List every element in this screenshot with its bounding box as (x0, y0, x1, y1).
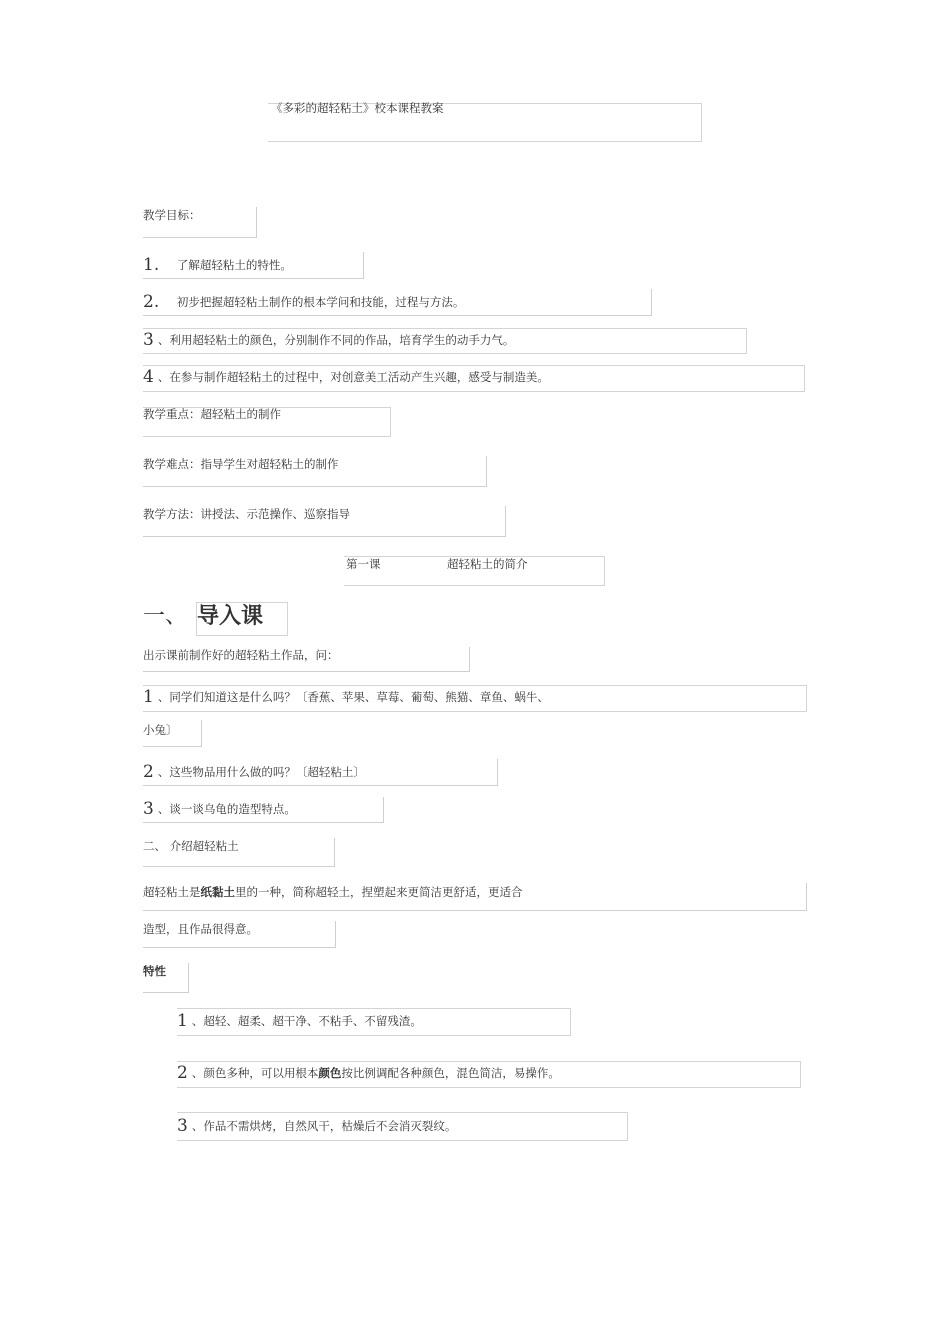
feature-1-text: 、超轻、超柔、超干净、不粘手、不留残渣。 (191, 1014, 422, 1028)
objective-3-text: 、利用超轻粘土的颜色，分别制作不同的作品，培育学生的动手力气。 (157, 333, 515, 347)
feature-1-num: 1 (177, 1011, 188, 1031)
question-2 (143, 762, 365, 782)
question-3 (143, 799, 296, 819)
objective-3-num: 3 (143, 330, 154, 350)
feature-3-num: 3 (177, 1116, 188, 1136)
objective-4-num: 4 (143, 367, 154, 387)
objective-1 (143, 255, 292, 275)
feature-2-bold: 颜色 (318, 1066, 342, 1080)
objective-2-text: 初步把握超轻粘土制作的根本学问和技能，过程与方法。 (176, 295, 465, 309)
feature-2 (177, 1063, 560, 1083)
objective-1-text: 了解超轻粘土的特性。 (176, 258, 292, 272)
objective-4 (143, 367, 549, 387)
question-1-text: 、同学们知道这是什么吗？〔香蕉、苹果、草莓、葡萄、熊猫、章鱼、蜗牛、 (157, 690, 549, 704)
section1-heading-box (196, 602, 288, 636)
features-heading: 特性 (143, 964, 166, 978)
section1-dash: 一、 (143, 604, 188, 629)
description-bold: 纸黏土 (200, 885, 235, 899)
question-2-text: 、这些物品用什么做的吗？〔超轻粘土〕 (157, 765, 365, 779)
feature-1 (177, 1011, 422, 1031)
feature-2-pre: 、颜色多种，可以用根本 (191, 1066, 319, 1080)
question-3-num: 3 (143, 799, 154, 819)
objective-1-num: 1. (143, 255, 160, 275)
objective-3 (143, 330, 515, 350)
objective-2 (143, 292, 465, 312)
feature-3 (177, 1116, 457, 1136)
question-1-num: 1 (143, 687, 154, 707)
description-line2: 造型，且作品很得意。 (143, 922, 258, 936)
lesson-name: 超轻粘土的简介 (447, 557, 528, 571)
question-3-text: 、谈一谈乌龟的造型特点。 (157, 802, 296, 816)
lesson-label: 第一课 (346, 557, 381, 571)
feature-3-text: 、作品不需烘烤，自然风干，枯燥后不会消灭裂纹。 (191, 1119, 457, 1133)
objectives-heading: 教学目标： (143, 208, 201, 222)
description-pre: 超轻粘土是 (143, 885, 201, 899)
section1-title: 导入课 (197, 604, 264, 629)
section2-heading: 二、 介绍超轻粘土 (143, 839, 239, 853)
description (143, 885, 523, 899)
feature-2-post: 按比例调配各种颜色，混色简洁，易操作。 (341, 1066, 560, 1080)
key-point: 教学重点：超轻粘土的制作 (143, 407, 281, 421)
intro: 出示课前制作好的超轻粘土作品，问： (143, 648, 339, 662)
feature-2-num: 2 (177, 1063, 188, 1083)
question-1-cont: 小兔〕 (143, 723, 178, 737)
question-2-num: 2 (143, 762, 154, 782)
objective-4-text: 、在参与制作超轻粘土的过程中，对创意美工活动产生兴趣，感受与制造美。 (157, 370, 549, 384)
document-title: 《多彩的超轻粘土》校本课程教案 (271, 101, 444, 115)
objective-2-num: 2. (143, 292, 160, 312)
description-post: 里的一种，简称超轻土，捏塑起来更简洁更舒适，更适合 (235, 885, 523, 899)
method: 教学方法：讲授法、示范操作、巡察指导 (143, 507, 350, 521)
difficulty: 教学难点：指导学生对超轻粘土的制作 (143, 457, 339, 471)
question-1 (143, 687, 549, 707)
